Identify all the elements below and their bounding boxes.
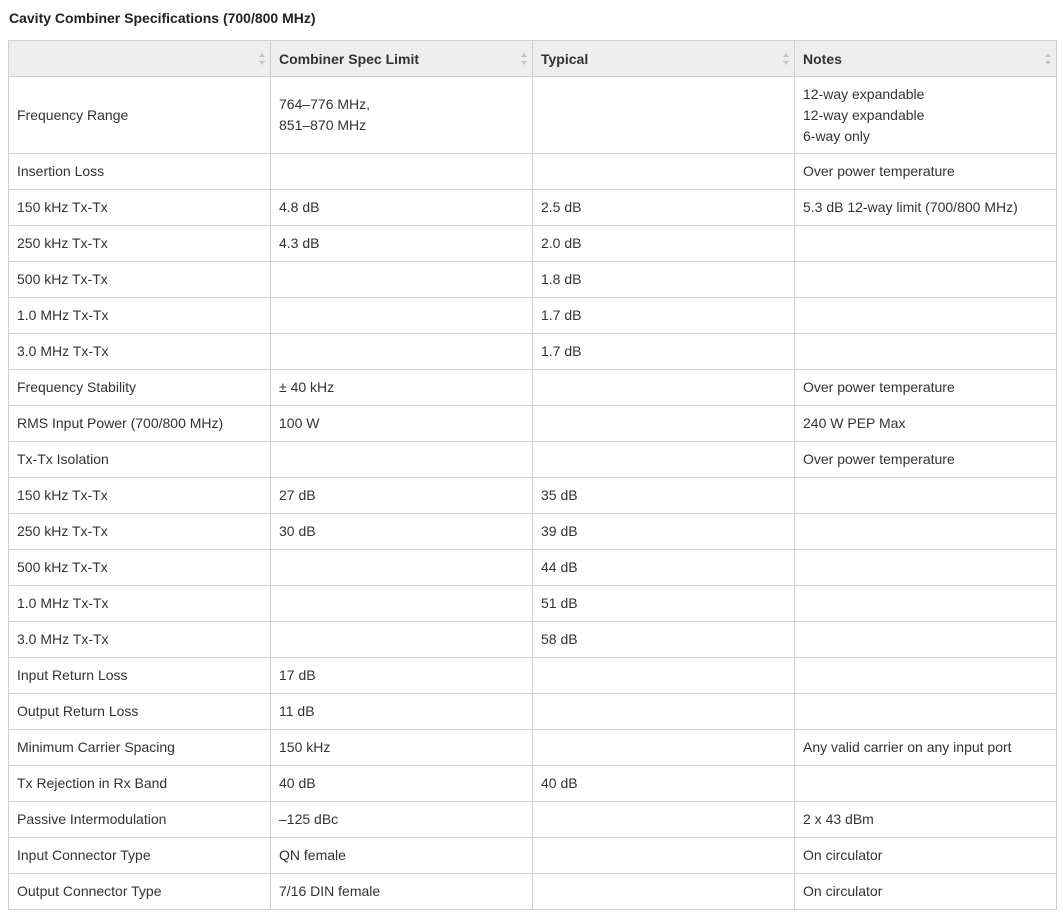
cell-line: 1.7 dB xyxy=(541,343,582,359)
cell-lines xyxy=(279,701,524,722)
cell-line: 240 W PEP Max xyxy=(803,415,906,431)
table-header xyxy=(9,41,1057,77)
cell-line: 7/16 DIN female xyxy=(279,883,381,899)
cell-line: Over power temperature xyxy=(803,451,955,467)
column-header-label: Typical xyxy=(541,50,589,67)
typical-cell xyxy=(533,334,795,370)
table-caption: Cavity Combiner Specifications (700/800 MHz) xyxy=(9,10,316,26)
parameter-cell: Tx-Tx Isolation xyxy=(9,442,271,478)
parameter-cell: 250 kHz Tx-Tx xyxy=(9,226,271,262)
cell-line: 2.0 dB xyxy=(541,235,582,251)
spec-limit-cell xyxy=(271,658,533,694)
parameter-cell: 3.0 MHz Tx-Tx xyxy=(9,622,271,658)
sort-icon[interactable] xyxy=(783,53,789,65)
typical-cell xyxy=(533,262,795,298)
notes-cell xyxy=(795,802,1057,838)
table-row xyxy=(9,370,1057,406)
cell-line: 764–776 MHz, xyxy=(279,96,371,112)
typical-cell xyxy=(533,298,795,334)
cell-line: 30 dB xyxy=(279,523,316,539)
spec-limit-cell xyxy=(271,298,533,334)
spec-limit-cell xyxy=(271,622,533,658)
cell-lines xyxy=(279,773,524,794)
table-row xyxy=(9,226,1057,262)
notes-cell xyxy=(795,154,1057,190)
notes-cell xyxy=(795,586,1057,622)
cell-line: –125 dBc xyxy=(279,811,339,827)
parameter-cell: 3.0 MHz Tx-Tx xyxy=(9,334,271,370)
typical-cell xyxy=(533,370,795,406)
sort-icon[interactable] xyxy=(521,53,527,65)
spec-limit-cell xyxy=(271,442,533,478)
header-row xyxy=(9,41,1057,77)
cell-lines xyxy=(803,737,1048,758)
cell-line: 2 x 43 dBm xyxy=(803,811,874,827)
notes-cell xyxy=(795,226,1057,262)
cell-lines xyxy=(803,377,1048,398)
spec-limit-cell xyxy=(271,77,533,154)
cell-line: 12-way expandable xyxy=(803,106,925,123)
parameter-cell: 250 kHz Tx-Tx xyxy=(9,514,271,550)
cell-lines xyxy=(803,197,1048,218)
column-header-spec-limit[interactable] xyxy=(271,41,533,77)
cell-line: QN female xyxy=(279,847,346,863)
cell-lines xyxy=(279,521,524,542)
parameter-cell: Minimum Carrier Spacing xyxy=(9,730,271,766)
typical-cell xyxy=(533,406,795,442)
cell-lines xyxy=(803,84,1048,147)
spec-limit-cell xyxy=(271,154,533,190)
notes-cell xyxy=(795,370,1057,406)
table-row xyxy=(9,658,1057,694)
parameter-cell: 1.0 MHz Tx-Tx xyxy=(9,298,271,334)
notes-cell xyxy=(795,874,1057,910)
typical-cell xyxy=(533,874,795,910)
typical-cell xyxy=(533,550,795,586)
table-row xyxy=(9,802,1057,838)
table-row xyxy=(9,550,1057,586)
notes-cell xyxy=(795,658,1057,694)
cell-line: 39 dB xyxy=(541,523,578,539)
cell-line: 40 dB xyxy=(279,775,316,791)
notes-cell xyxy=(795,766,1057,802)
cell-line: 1.8 dB xyxy=(541,271,582,287)
cell-line: 851–870 MHz xyxy=(279,117,367,133)
cell-line: 6-way only xyxy=(803,127,870,144)
table-row xyxy=(9,298,1057,334)
table-row xyxy=(9,190,1057,226)
specs-table xyxy=(8,40,1057,910)
cell-lines xyxy=(541,521,786,542)
cell-lines xyxy=(541,773,786,794)
cell-lines xyxy=(541,233,786,254)
spec-limit-cell xyxy=(271,838,533,874)
notes-cell xyxy=(795,838,1057,874)
spec-limit-cell xyxy=(271,478,533,514)
typical-cell xyxy=(533,802,795,838)
cell-line: 35 dB xyxy=(541,487,578,503)
typical-cell xyxy=(533,514,795,550)
table-row xyxy=(9,766,1057,802)
typical-cell xyxy=(533,77,795,154)
typical-cell xyxy=(533,226,795,262)
parameter-cell: 500 kHz Tx-Tx xyxy=(9,262,271,298)
parameter-cell: Frequency Stability xyxy=(9,370,271,406)
cell-lines xyxy=(279,94,524,136)
cell-line: 150 kHz xyxy=(279,739,331,755)
typical-cell xyxy=(533,442,795,478)
typical-cell xyxy=(533,766,795,802)
spec-limit-cell xyxy=(271,586,533,622)
table-row xyxy=(9,622,1057,658)
column-header-notes[interactable] xyxy=(795,41,1057,77)
cell-line: 5.3 dB 12-way limit (700/800 MHz) xyxy=(803,199,1018,215)
parameter-cell: 1.0 MHz Tx-Tx xyxy=(9,586,271,622)
table-row xyxy=(9,694,1057,730)
typical-cell xyxy=(533,838,795,874)
table-body xyxy=(9,77,1057,910)
cell-lines xyxy=(279,197,524,218)
cell-lines xyxy=(541,593,786,614)
notes-cell xyxy=(795,190,1057,226)
cell-lines xyxy=(279,485,524,506)
notes-cell xyxy=(795,334,1057,370)
cell-line: On circulator xyxy=(803,847,883,863)
spec-limit-cell xyxy=(271,874,533,910)
table-row xyxy=(9,838,1057,874)
notes-cell xyxy=(795,550,1057,586)
cell-lines xyxy=(279,845,524,866)
cell-line: On circulator xyxy=(803,883,883,899)
spec-limit-cell xyxy=(271,730,533,766)
cell-line: 27 dB xyxy=(279,487,316,503)
cell-line: Over power temperature xyxy=(803,379,955,395)
spec-limit-cell xyxy=(271,226,533,262)
cell-lines xyxy=(803,881,1048,902)
spec-limit-cell xyxy=(271,334,533,370)
cell-line: 58 dB xyxy=(541,631,578,647)
cell-lines xyxy=(279,809,524,830)
cell-lines xyxy=(803,845,1048,866)
cell-line: 100 W xyxy=(279,415,320,431)
spec-limit-cell xyxy=(271,406,533,442)
parameter-cell: 150 kHz Tx-Tx xyxy=(9,190,271,226)
cell-line: 2.5 dB xyxy=(541,199,582,215)
cell-line: Over power temperature xyxy=(803,163,955,179)
spec-limit-cell xyxy=(271,514,533,550)
typical-cell xyxy=(533,694,795,730)
parameter-cell: Insertion Loss xyxy=(9,154,271,190)
cell-line: Any valid carrier on any input port xyxy=(803,739,1012,755)
table-row xyxy=(9,262,1057,298)
parameter-cell: Tx Rejection in Rx Band xyxy=(9,766,271,802)
cell-line: 44 dB xyxy=(541,559,578,575)
notes-cell xyxy=(795,694,1057,730)
sort-icon[interactable] xyxy=(1045,53,1051,65)
parameter-cell: RMS Input Power (700/800 MHz) xyxy=(9,406,271,442)
cell-lines xyxy=(803,413,1048,434)
typical-cell xyxy=(533,730,795,766)
notes-cell xyxy=(795,730,1057,766)
cell-line: ± 40 kHz xyxy=(279,379,335,395)
cell-lines xyxy=(541,305,786,326)
parameter-cell: 150 kHz Tx-Tx xyxy=(9,478,271,514)
column-header-typical[interactable] xyxy=(533,41,795,77)
notes-cell xyxy=(795,406,1057,442)
column-header-label: Combiner Spec Limit xyxy=(279,50,420,67)
cell-lines xyxy=(803,809,1048,830)
spec-limit-cell xyxy=(271,262,533,298)
cell-line: 17 dB xyxy=(279,667,316,683)
parameter-cell: Input Return Loss xyxy=(9,658,271,694)
cell-lines xyxy=(279,233,524,254)
cell-lines xyxy=(541,269,786,290)
parameter-cell: 500 kHz Tx-Tx xyxy=(9,550,271,586)
spec-limit-cell xyxy=(271,550,533,586)
typical-cell xyxy=(533,586,795,622)
cell-lines xyxy=(279,377,524,398)
parameter-cell: Output Return Loss xyxy=(9,694,271,730)
typical-cell xyxy=(533,658,795,694)
notes-cell xyxy=(795,262,1057,298)
cell-lines xyxy=(541,629,786,650)
cell-lines xyxy=(279,881,524,902)
cell-lines xyxy=(541,197,786,218)
column-header-parameter[interactable] xyxy=(9,41,271,77)
notes-cell xyxy=(795,478,1057,514)
cell-line: 4.8 dB xyxy=(279,199,320,215)
spec-limit-cell xyxy=(271,190,533,226)
typical-cell xyxy=(533,190,795,226)
cell-lines xyxy=(279,737,524,758)
table-row xyxy=(9,406,1057,442)
table-row xyxy=(9,334,1057,370)
cell-lines xyxy=(541,557,786,578)
cell-lines xyxy=(803,449,1048,470)
cell-lines xyxy=(803,161,1048,182)
spec-limit-cell xyxy=(271,370,533,406)
table-row xyxy=(9,874,1057,910)
notes-cell xyxy=(795,442,1057,478)
column-header-label: Notes xyxy=(803,50,842,67)
notes-cell xyxy=(795,514,1057,550)
sort-icon[interactable] xyxy=(259,53,265,65)
parameter-cell: Frequency Range xyxy=(9,77,271,154)
notes-cell xyxy=(795,77,1057,154)
cell-lines xyxy=(279,413,524,434)
notes-cell xyxy=(795,622,1057,658)
table-row xyxy=(9,586,1057,622)
table-row xyxy=(9,77,1057,154)
cell-lines xyxy=(541,485,786,506)
table-row xyxy=(9,154,1057,190)
cell-line: 51 dB xyxy=(541,595,578,611)
spec-limit-cell xyxy=(271,802,533,838)
cell-line: 1.7 dB xyxy=(541,307,582,323)
spec-limit-cell xyxy=(271,766,533,802)
spec-limit-cell xyxy=(271,694,533,730)
cell-lines xyxy=(541,341,786,362)
parameter-cell: Output Connector Type xyxy=(9,874,271,910)
table-row xyxy=(9,442,1057,478)
typical-cell xyxy=(533,154,795,190)
cell-line: 40 dB xyxy=(541,775,578,791)
parameter-cell: Input Connector Type xyxy=(9,838,271,874)
notes-cell xyxy=(795,298,1057,334)
table-row xyxy=(9,514,1057,550)
cell-lines xyxy=(279,665,524,686)
typical-cell xyxy=(533,622,795,658)
parameter-cell: Passive Intermodulation xyxy=(9,802,271,838)
cell-line: 11 dB xyxy=(279,703,315,719)
table-row xyxy=(9,730,1057,766)
cell-line: 12-way expandable xyxy=(803,85,925,102)
cell-line: 4.3 dB xyxy=(279,235,320,251)
table-row xyxy=(9,478,1057,514)
typical-cell xyxy=(533,478,795,514)
